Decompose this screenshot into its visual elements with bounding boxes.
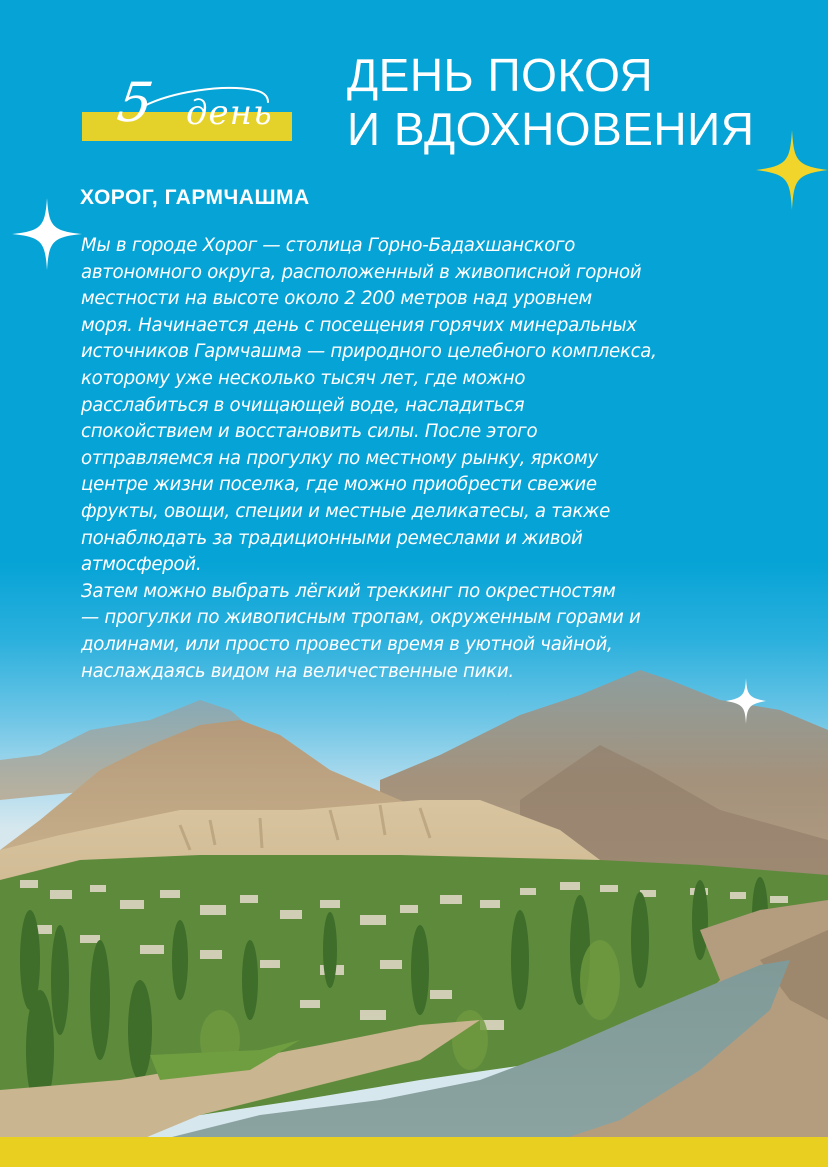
day-number: 5 (113, 71, 157, 134)
description-text (81, 233, 781, 685)
white-sparkle-icon (12, 198, 82, 270)
day-badge (82, 71, 292, 142)
description-line: понаблюдать за традиционными ремеслами и живой (81, 527, 583, 549)
location-subtitle: ХОРОГ, ГАРМЧАШМА (80, 186, 310, 209)
landscape-photo (0, 660, 828, 1140)
description-line: фрукты, овощи, специи и местные деликатесы, а также (81, 500, 611, 522)
title-line-1: ДЕНЬ ПОКОЯ (347, 49, 654, 101)
description-line: моря. Начинается день с посещения горячих минеральных (81, 314, 637, 336)
description-line: отправляемся на прогулку по местному рынку, яркому (81, 447, 598, 469)
description-line: автономного округа, расположенный в живописной горной (81, 261, 642, 283)
yellow-sparkle-icon (756, 130, 828, 210)
white-sparkle-icon (726, 678, 766, 724)
bottom-accent-strip (0, 1137, 828, 1167)
description-line: местности на высоте около 2 200 метров над уровнем (81, 288, 592, 310)
description-line: источников Гармчашма — природного целебного комплекса, (81, 341, 657, 363)
description-line: спокойствием и восстановить силы. После этого (81, 421, 538, 443)
description-line: Затем можно выбрать лёгкий треккинг по окрестностям (81, 580, 616, 602)
title-line-2: И ВДОХНОВЕНИЯ (347, 103, 755, 155)
description-line: Мы в городе Хорог — столица Горно-Бадахшанского (81, 235, 576, 256)
day-word: день (186, 93, 273, 133)
page-title (347, 48, 754, 156)
description-line: центре жизни поселка, где можно приобрести свежие (81, 474, 597, 496)
description-line: наслаждаясь видом на величественные пики. (81, 660, 514, 682)
description-line: которому уже несколько тысяч лет, где можно (81, 367, 526, 389)
description-line: атмосферой. (81, 554, 202, 576)
description-line: — прогулки по живописным тропам, окруженным горами и (81, 607, 641, 629)
description-line: долинами, или просто провести время в уютной чайной, (81, 633, 613, 655)
description-line: расслабиться в очищающей воде, насладиться (81, 394, 525, 416)
